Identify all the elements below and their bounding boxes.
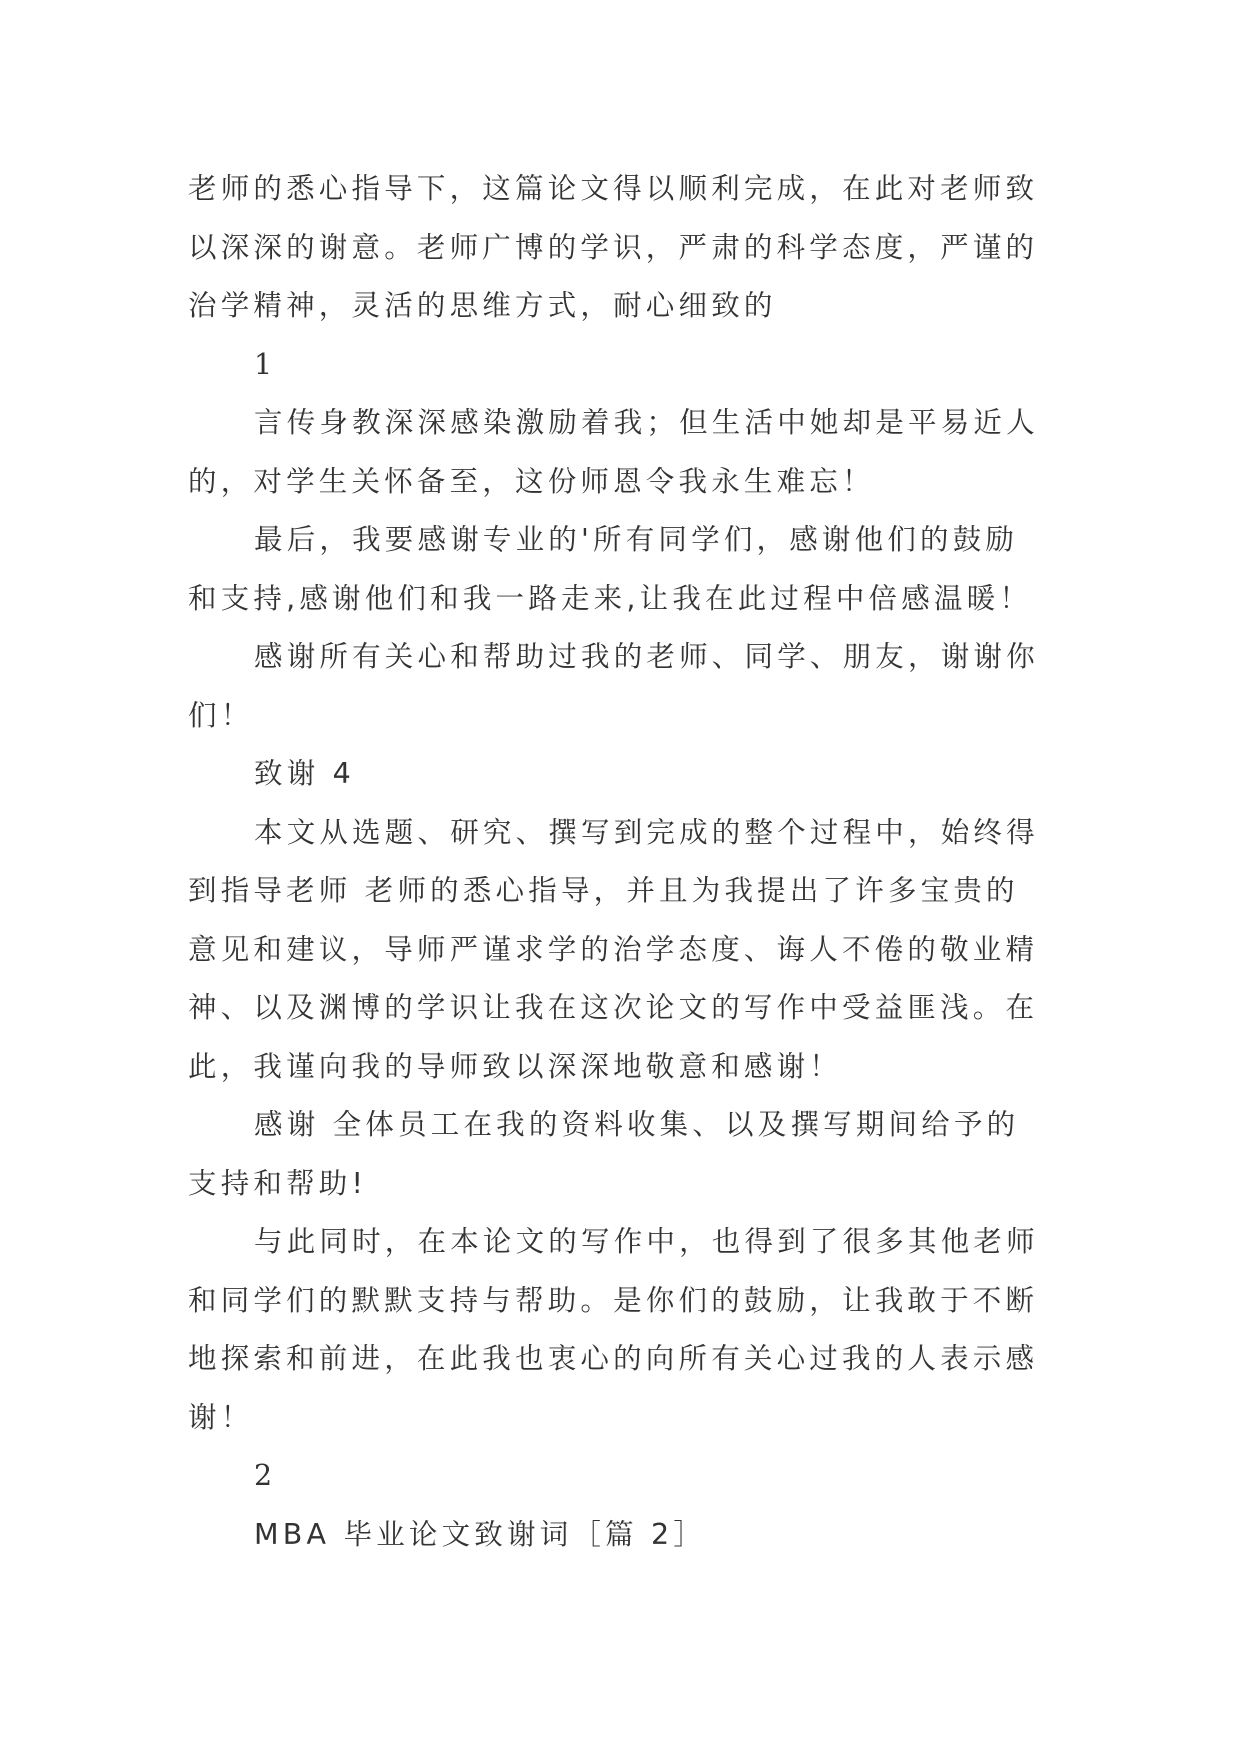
page-number: 2 [254, 1459, 277, 1492]
text-line: 们！ [188, 698, 254, 732]
text-line: 以深深的谢意。老师广博的学识，严肃的科学态度，严谨的 [188, 230, 1039, 264]
page-number: 1 [254, 347, 277, 381]
text-line: 意见和建议，导师严谨求学的治学态度、诲人不倦的敬业精 [188, 932, 1039, 966]
text-line: 的，对学生关怀备至，这份师恩令我永生难忘！ [188, 464, 875, 498]
text-line: 谢！ [188, 1400, 254, 1434]
text-line: 支持和帮助! [188, 1166, 368, 1200]
text-line: 和支持,感谢他们和我一路走来,让我在此过程中倍感温暖！ [188, 581, 1033, 615]
text-line: 地探索和前进，在此我也衷心的向所有关心过我的人表示感 [188, 1342, 1039, 1375]
text-line: 此，我谨向我的导师致以深深地敬意和感谢！ [188, 1049, 843, 1083]
text-line: 神、以及渊博的学识让我在这次论文的写作中受益匪浅。在 [188, 991, 1039, 1024]
paragraph-start: 感谢所有关心和帮助过我的老师、同学、朋友，谢谢你 [254, 640, 1039, 673]
paragraph-start: 与此同时，在本论文的写作中，也得到了很多其他老师 [254, 1225, 1039, 1258]
paragraph-start: 言传身教深深感染激励着我；但生活中她却是平易近人 [254, 406, 1039, 439]
paragraph-start: 最后，我要感谢专业的'所有同学们，感谢他们的鼓励 [254, 523, 1019, 556]
text-line: 和同学们的默默支持与帮助。是你们的鼓励，让我敢于不断 [188, 1283, 1039, 1317]
document-body [188, 160, 1048, 1564]
text-line: 治学精神，灵活的思维方式，耐心细致的 [188, 289, 777, 322]
text-line: 老师的悉心指导下，这篇论文得以顺利完成，在此对老师致 [188, 172, 1039, 205]
paragraph-start: 感谢 全体员工在我的资料收集、以及撰写期间给予的 [254, 1108, 1020, 1141]
paragraph-start: 本文从选题、研究、撰写到完成的整个过程中，始终得 [254, 815, 1039, 849]
text-line: 到指导老师 老师的悉心指导，并且为我提出了许多宝贵的 [188, 874, 1019, 907]
section-heading: 致谢 4 [254, 757, 355, 790]
section-heading: MBA 毕业论文致谢词［篇 2］ [254, 1517, 707, 1551]
